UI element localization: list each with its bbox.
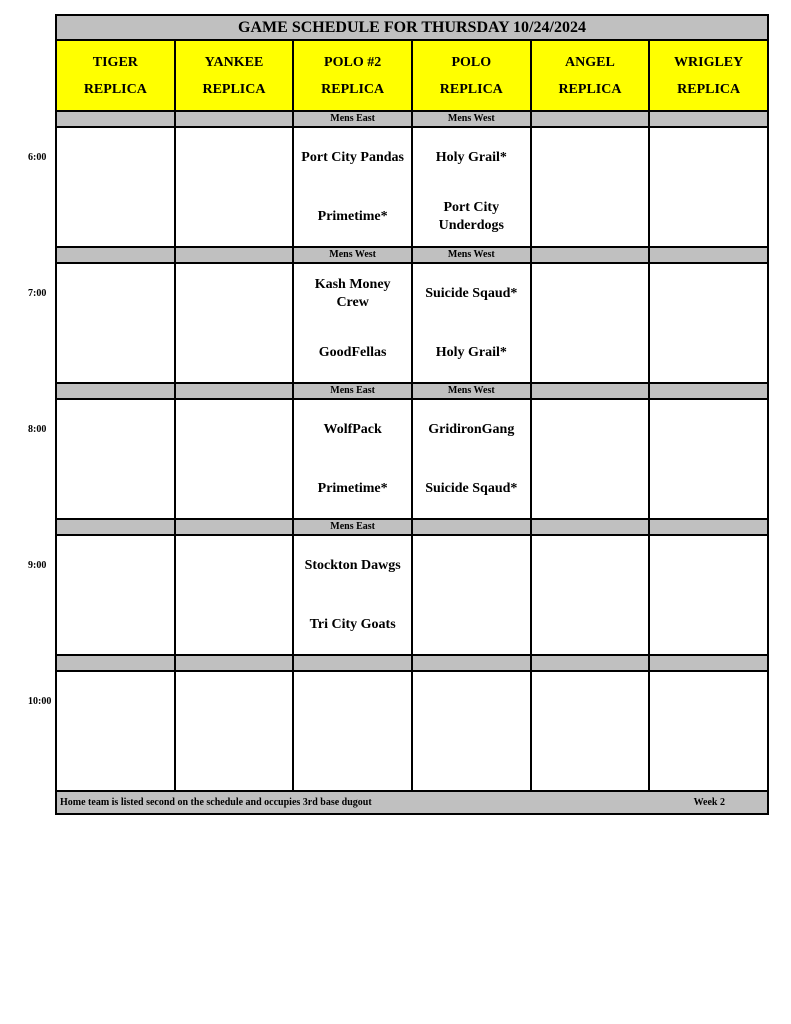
game-cell bbox=[412, 127, 531, 247]
home-team bbox=[57, 595, 174, 654]
game-cell bbox=[293, 127, 412, 247]
away-team: Port City Pandas bbox=[301, 149, 404, 165]
game-cell bbox=[531, 535, 650, 655]
away-team bbox=[650, 264, 767, 323]
game-slot-row bbox=[56, 127, 768, 247]
division-label bbox=[649, 519, 768, 535]
field-subtitle: REPLICA bbox=[202, 81, 266, 97]
field-header bbox=[56, 40, 175, 111]
footer-cell bbox=[56, 791, 768, 814]
game-cell bbox=[56, 399, 175, 519]
away-team bbox=[57, 536, 174, 595]
division-label bbox=[175, 655, 294, 671]
game-cell bbox=[56, 127, 175, 247]
field-name: POLO #2 bbox=[324, 54, 382, 70]
home-team bbox=[294, 731, 411, 790]
field-subtitle: REPLICA bbox=[558, 81, 622, 97]
game-cell bbox=[531, 671, 650, 791]
home-team: Suicide Sqaud* bbox=[425, 480, 518, 496]
field-subtitle: REPLICA bbox=[83, 81, 147, 97]
game-cell bbox=[412, 535, 531, 655]
home-team bbox=[57, 323, 174, 382]
division-label bbox=[175, 383, 294, 399]
field-subtitle: REPLICA bbox=[677, 81, 741, 97]
home-team bbox=[413, 595, 530, 654]
home-team bbox=[57, 459, 174, 518]
field-header-row bbox=[56, 40, 768, 111]
division-label bbox=[531, 655, 650, 671]
home-team-note: Home team is listed second on the schedule and occupies 3rd base dugout bbox=[60, 797, 372, 808]
time-label: 10:00 bbox=[28, 696, 52, 707]
field-name: ANGEL bbox=[565, 54, 615, 70]
home-team: Primetime* bbox=[317, 208, 388, 224]
home-team: Tri City Goats bbox=[309, 616, 396, 632]
game-cell bbox=[175, 671, 294, 791]
division-label bbox=[175, 111, 294, 127]
division-label bbox=[531, 519, 650, 535]
field-header bbox=[412, 40, 531, 111]
away-team bbox=[176, 128, 293, 187]
field-header bbox=[649, 40, 768, 111]
division-label: Mens West bbox=[412, 111, 531, 127]
away-team: Holy Grail* bbox=[435, 149, 507, 165]
field-name: YANKEE bbox=[204, 54, 264, 70]
division-label: Mens East bbox=[293, 519, 412, 535]
division-label: Mens West bbox=[412, 247, 531, 263]
game-cell bbox=[649, 127, 768, 247]
home-team: Primetime* bbox=[317, 480, 388, 496]
game-cell bbox=[412, 671, 531, 791]
away-team bbox=[176, 264, 293, 323]
away-team bbox=[57, 264, 174, 323]
away-team: GridironGang bbox=[428, 421, 515, 437]
home-team bbox=[532, 323, 649, 382]
schedule-table bbox=[55, 14, 769, 815]
division-label bbox=[412, 655, 531, 671]
week-label: Week 2 bbox=[693, 797, 725, 808]
game-cell bbox=[293, 399, 412, 519]
division-label: Mens West bbox=[412, 383, 531, 399]
division-label bbox=[531, 247, 650, 263]
home-team bbox=[176, 323, 293, 382]
game-slot-row bbox=[56, 399, 768, 519]
home-team bbox=[176, 595, 293, 654]
home-team bbox=[650, 595, 767, 654]
home-team bbox=[176, 731, 293, 790]
game-cell bbox=[175, 535, 294, 655]
away-team: Suicide Sqaud* bbox=[425, 285, 518, 301]
game-cell bbox=[175, 399, 294, 519]
away-team bbox=[57, 128, 174, 187]
home-team bbox=[57, 731, 174, 790]
field-header bbox=[531, 40, 650, 111]
home-team bbox=[650, 187, 767, 246]
home-team bbox=[532, 459, 649, 518]
division-label bbox=[649, 383, 768, 399]
division-label bbox=[175, 247, 294, 263]
game-slot-row bbox=[56, 263, 768, 383]
home-team bbox=[176, 187, 293, 246]
game-cell bbox=[56, 263, 175, 383]
home-team bbox=[176, 459, 293, 518]
division-label bbox=[531, 111, 650, 127]
away-team bbox=[650, 400, 767, 459]
division-label: Mens East bbox=[293, 111, 412, 127]
schedule-sheet bbox=[55, 14, 769, 815]
division-label bbox=[56, 519, 175, 535]
game-cell bbox=[412, 399, 531, 519]
home-team: Port City Underdogs bbox=[438, 199, 504, 233]
home-team bbox=[532, 731, 649, 790]
time-label: 6:00 bbox=[28, 152, 47, 163]
division-label bbox=[56, 247, 175, 263]
away-team bbox=[57, 400, 174, 459]
footer-row bbox=[56, 791, 768, 814]
field-name: POLO bbox=[451, 54, 492, 70]
home-team: GoodFellas bbox=[318, 344, 387, 360]
game-slot-row bbox=[56, 671, 768, 791]
away-team bbox=[176, 400, 293, 459]
division-label bbox=[175, 519, 294, 535]
game-cell bbox=[293, 263, 412, 383]
home-team bbox=[532, 187, 649, 246]
game-cell bbox=[293, 671, 412, 791]
game-cell bbox=[649, 535, 768, 655]
away-team bbox=[294, 672, 411, 731]
game-cell bbox=[649, 399, 768, 519]
time-label: 7:00 bbox=[28, 288, 47, 299]
division-label bbox=[56, 111, 175, 127]
division-row bbox=[56, 655, 768, 671]
home-team: Holy Grail* bbox=[435, 344, 507, 360]
home-team bbox=[413, 731, 530, 790]
away-team bbox=[532, 536, 649, 595]
field-name: TIGER bbox=[92, 54, 138, 70]
game-cell bbox=[649, 263, 768, 383]
division-label bbox=[649, 247, 768, 263]
home-team bbox=[57, 187, 174, 246]
division-row bbox=[56, 111, 768, 127]
away-team bbox=[532, 128, 649, 187]
schedule-title: GAME SCHEDULE FOR THURSDAY 10/24/2024 bbox=[56, 15, 768, 40]
field-subtitle: REPLICA bbox=[439, 81, 503, 97]
division-row bbox=[56, 383, 768, 399]
away-team: Kash Money Crew bbox=[314, 276, 391, 310]
time-label: 8:00 bbox=[28, 424, 47, 435]
away-team bbox=[650, 128, 767, 187]
away-team bbox=[650, 672, 767, 731]
game-cell bbox=[175, 127, 294, 247]
division-label bbox=[649, 111, 768, 127]
away-team: Stockton Dawgs bbox=[304, 557, 401, 573]
game-cell bbox=[293, 535, 412, 655]
division-label bbox=[293, 655, 412, 671]
away-team: WolfPack bbox=[323, 421, 382, 437]
game-cell bbox=[649, 671, 768, 791]
field-name: WRIGLEY bbox=[674, 54, 744, 70]
title-row bbox=[56, 15, 768, 40]
game-cell bbox=[56, 535, 175, 655]
home-team bbox=[650, 459, 767, 518]
division-label: Mens East bbox=[293, 383, 412, 399]
away-team bbox=[650, 536, 767, 595]
division-label bbox=[56, 383, 175, 399]
game-cell bbox=[412, 263, 531, 383]
division-row bbox=[56, 247, 768, 263]
game-cell bbox=[531, 263, 650, 383]
away-team bbox=[57, 672, 174, 731]
game-cell bbox=[56, 671, 175, 791]
field-header bbox=[175, 40, 294, 111]
division-label: Mens West bbox=[293, 247, 412, 263]
division-label bbox=[531, 383, 650, 399]
game-slot-row bbox=[56, 535, 768, 655]
division-label bbox=[56, 655, 175, 671]
away-team bbox=[532, 400, 649, 459]
home-team bbox=[532, 595, 649, 654]
away-team bbox=[413, 536, 530, 595]
away-team bbox=[176, 536, 293, 595]
field-subtitle: REPLICA bbox=[321, 81, 385, 97]
field-header bbox=[293, 40, 412, 111]
away-team bbox=[532, 672, 649, 731]
away-team bbox=[176, 672, 293, 731]
game-cell bbox=[531, 127, 650, 247]
game-cell bbox=[531, 399, 650, 519]
division-row bbox=[56, 519, 768, 535]
game-cell bbox=[175, 263, 294, 383]
home-team bbox=[650, 731, 767, 790]
away-team bbox=[413, 672, 530, 731]
division-label bbox=[412, 519, 531, 535]
time-label: 9:00 bbox=[28, 560, 47, 571]
home-team bbox=[650, 323, 767, 382]
division-label bbox=[649, 655, 768, 671]
away-team bbox=[532, 264, 649, 323]
